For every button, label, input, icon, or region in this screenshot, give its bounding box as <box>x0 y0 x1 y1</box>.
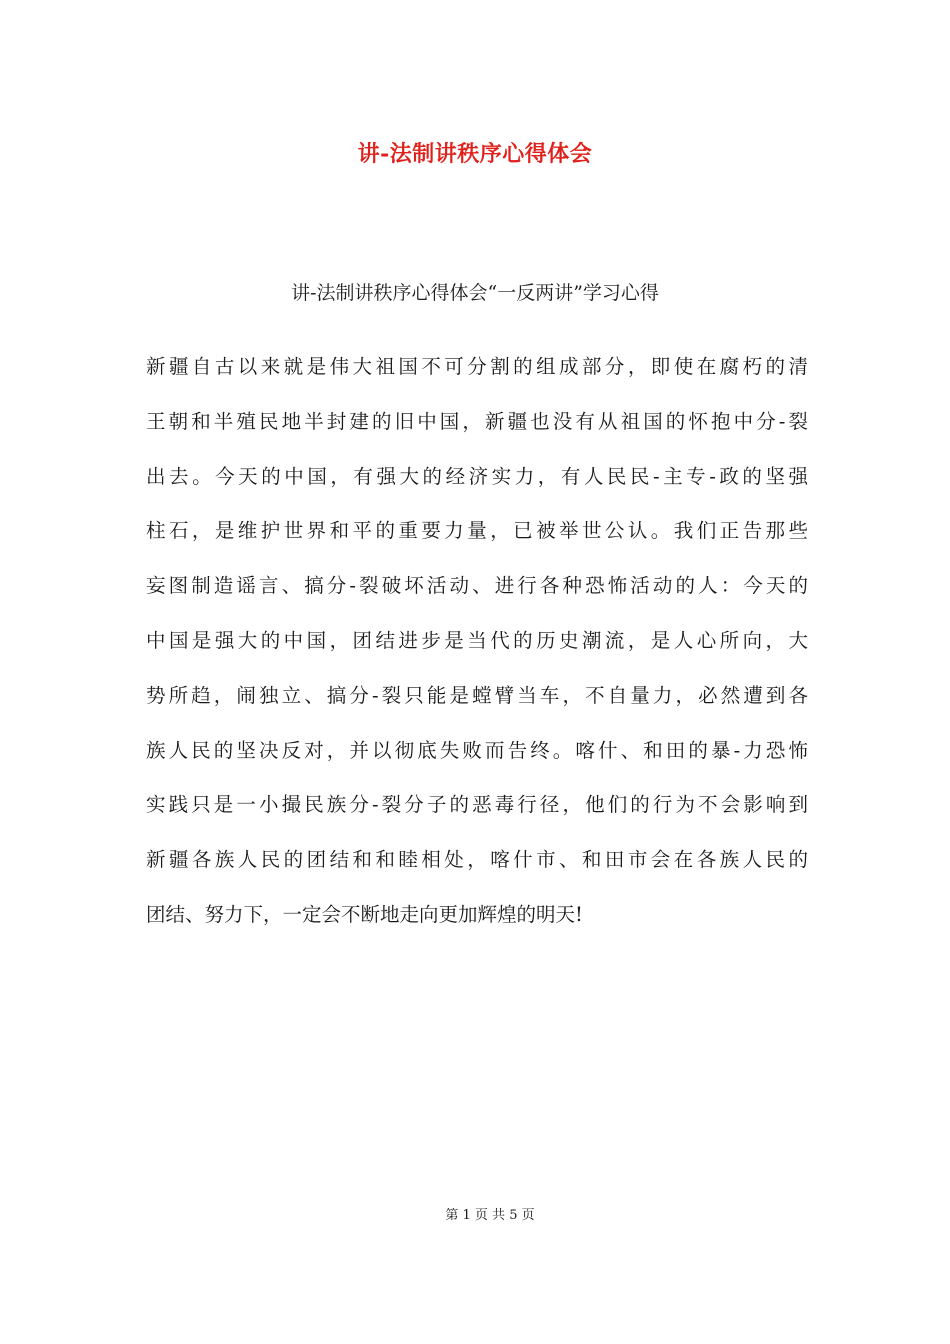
body-line: 中国是强大的中国，团结进步是当代的历史潮流，是人心所向，大 <box>146 628 808 652</box>
body-line: 柱石，是维护世界和平的重要力量，已被举世公认。我们正告那些 <box>146 519 808 543</box>
body-line: 团结、努力下，一定会不断地走向更加辉煌的明天! <box>146 902 583 926</box>
body-line: 新疆自古以来就是伟大祖国不可分割的组成部分，即使在腐朽的清 <box>146 355 808 378</box>
body-line: 出去。今天的中国，有强大的经济实力，有人民民-主专-政的坚强 <box>146 464 808 488</box>
document-title: 讲-法制讲秩序心得体会 <box>357 141 593 167</box>
body-line: 新疆各族人民的团结和和睦相处，喀什市、和田市会在各族人民的 <box>146 848 808 872</box>
document-subtitle: 讲-法制讲秩序心得体会“一反两讲”学习心得 <box>291 282 659 304</box>
body-line: 族人民的坚决反对，并以彻底失败而告终。喀什、和田的暴-力恐怖 <box>146 738 808 762</box>
body-line: 势所趋，闹独立、搞分-裂只能是螳臂当车，不自量力，必然遭到各 <box>146 683 808 707</box>
body-paragraph <box>146 345 808 948</box>
body-line: 妄图制造谣言、搞分-裂破坏活动、进行各种恐怖活动的人：今天的 <box>146 574 808 598</box>
page-number-footer: 第 1 页 共 5 页 <box>445 1208 535 1223</box>
body-line: 实践只是一小撮民族分-裂分子的恶毒行径，他们的行为不会影响到 <box>146 793 808 817</box>
body-line: 王朝和半殖民地半封建的旧中国，新疆也没有从祖国的怀抱中分-裂 <box>146 409 808 433</box>
